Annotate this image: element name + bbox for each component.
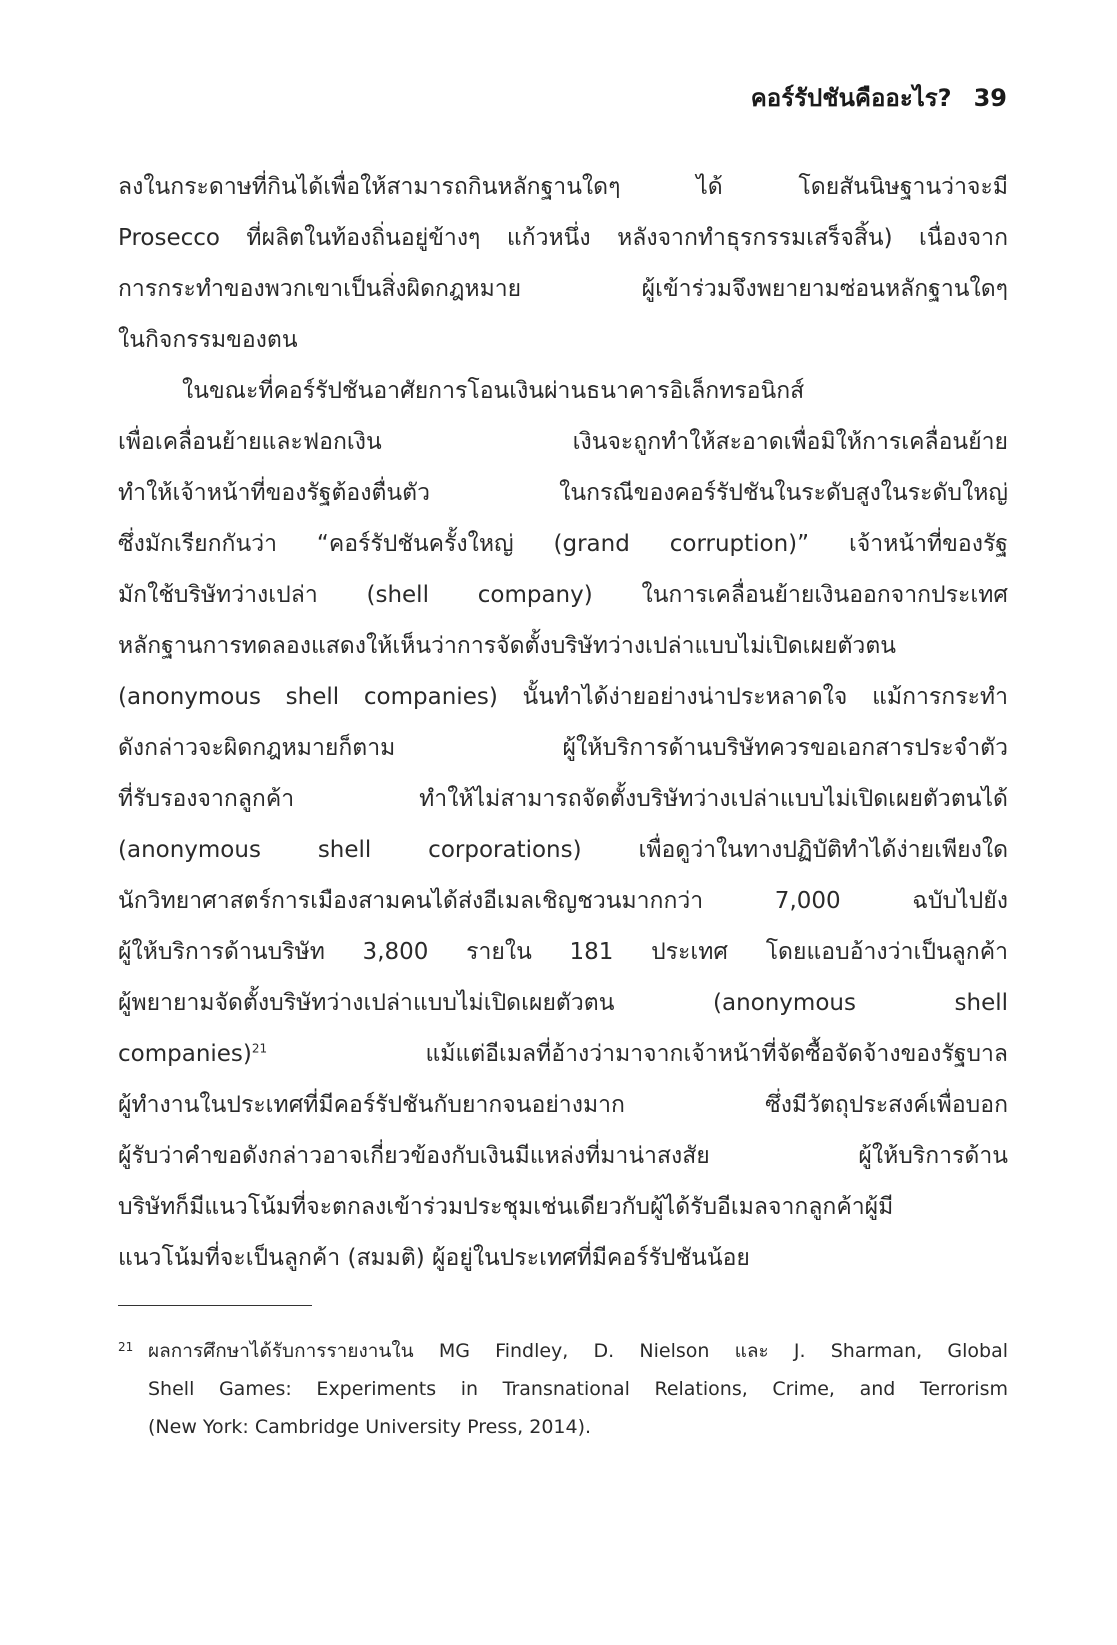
footnote [118,1332,1008,1446]
footnote-number: 21 [118,1340,134,1354]
footnote-line: (New York: Cambridge University Press, 2014). [148,1416,592,1438]
text-line: การกระทำของพวกเขาเป็นสิ่งผิดกฎหมาย ผู้เข้าร่วมจึงพยายามซ่อนหลักฐานใดๆ [118,276,1008,302]
text-line: ผู้พยายามจัดตั้งบริษัทว่างเปล่าแบบไม่เปิดเผยตัวตน (anonymous shell [118,990,1008,1016]
body-text [118,162,1008,1284]
running-header [751,78,1007,117]
footnote-line: Shell Games: Experiments in Transnational Relations, Crime, and Terrorism [148,1378,1008,1400]
text-segment: companies) [118,1041,252,1067]
text-line: ในขณะที่คอร์รัปชันอาศัยการโอนเงินผ่านธนาคารอิเล็กทรอนิกส์ [182,378,805,404]
text-line: Prosecco ที่ผลิตในท้องถิ่นอยู่ข้างๆ แก้วหนึ่ง หลังจากทำธุรกรรมเสร็จสิ้น) เนื่องจาก [118,225,1008,251]
text-line: มักใช้บริษัทว่างเปล่า (shell company) ในการเคลื่อนย้ายเงินออกจากประเทศ [118,582,1008,608]
footnote-body [148,1332,1008,1446]
text-line: ในกิจกรรมของตน [118,327,298,353]
text-line: (anonymous shell companies) นั้นทำได้ง่ายอย่างน่าประหลาดใจ แม้การกระทำ [118,684,1008,710]
text-line: เพื่อเคลื่อนย้ายและฟอกเงิน เงินจะถูกทำให้สะอาดเพื่อมิให้การเคลื่อนย้าย [118,429,1008,455]
text-line-with-footnote-ref [118,1029,1008,1080]
text-line: ซึ่งมักเรียกกันว่า “คอร์รัปชันครั้งใหญ่ (grand corruption)” เจ้าหน้าที่ของรัฐ [118,531,1008,557]
text-segment: แม้แต่อีเมลที่อ้างว่ามาจากเจ้าหน้าที่จัดซื้อจัดจ้างของรัฐบาล [267,1041,1008,1067]
footnote-divider [118,1305,312,1306]
text-line: ผู้รับว่าคำขอดังกล่าวอาจเกี่ยวข้องกับเงินมีแหล่งที่มาน่าสงสัย ผู้ให้บริการด้าน [118,1143,1008,1169]
text-line: ทำให้เจ้าหน้าที่ของรัฐต้องตื่นตัว ในกรณีของคอร์รัปชันในระดับสูงในระดับใหญ่ [118,480,1008,506]
page-number: 39 [973,84,1007,112]
chapter-title: คอร์รัปชันคืออะไร? [750,84,952,112]
text-line: ผู้ให้บริการด้านบริษัท 3,800 รายใน 181 ประเทศ โดยแอบอ้างว่าเป็นลูกค้า [118,939,1008,965]
text-line: ดังกล่าวจะผิดกฎหมายก็ตาม ผู้ให้บริการด้านบริษัทควรขอเอกสารประจำตัว [118,735,1008,761]
text-line: ลงในกระดาษที่กินได้เพื่อให้สามารถกินหลักฐานใดๆ ได้ โดยสันนิษฐานว่าจะมี [118,174,1008,200]
text-line: นักวิทยาศาสตร์การเมืองสามคนได้ส่งอีเมลเชิญชวนมากกว่า 7,000 ฉบับไปยัง [118,888,1008,914]
text-line: บริษัทก็มีแนวโน้มที่จะตกลงเข้าร่วมประชุมเช่นเดียวกับผู้ได้รับอีเมลจากลูกค้าผู้มี [118,1194,894,1220]
text-line: แนวโน้มที่จะเป็นลูกค้า (สมมติ) ผู้อยู่ในประเทศที่มีคอร์รัปชันน้อย [118,1245,750,1271]
text-line: (anonymous shell corporations) เพื่อดูว่าในทางปฏิบัติทำได้ง่ายเพียงใด [118,837,1008,863]
text-line: ผู้ทำงานในประเทศที่มีคอร์รัปชันกับยากจนอย่างมาก ซึ่งมีวัตถุประสงค์เพื่อบอก [118,1092,1008,1118]
text-line: ที่รับรองจากลูกค้า ทำให้ไม่สามารถจัดตั้งบริษัทว่างเปล่าแบบไม่เปิดเผยตัวตนได้ [118,786,1008,812]
footnote-line: ผลการศึกษาได้รับการรายงานใน MG Findley, D. Nielson และ J. Sharman, Global [148,1340,1008,1362]
text-line: หลักฐานการทดลองแสดงให้เห็นว่าการจัดตั้งบริษัทว่างเปล่าแบบไม่เปิดเผยตัวตน [118,633,896,659]
footnote-reference[interactable]: 21 [251,1041,268,1056]
